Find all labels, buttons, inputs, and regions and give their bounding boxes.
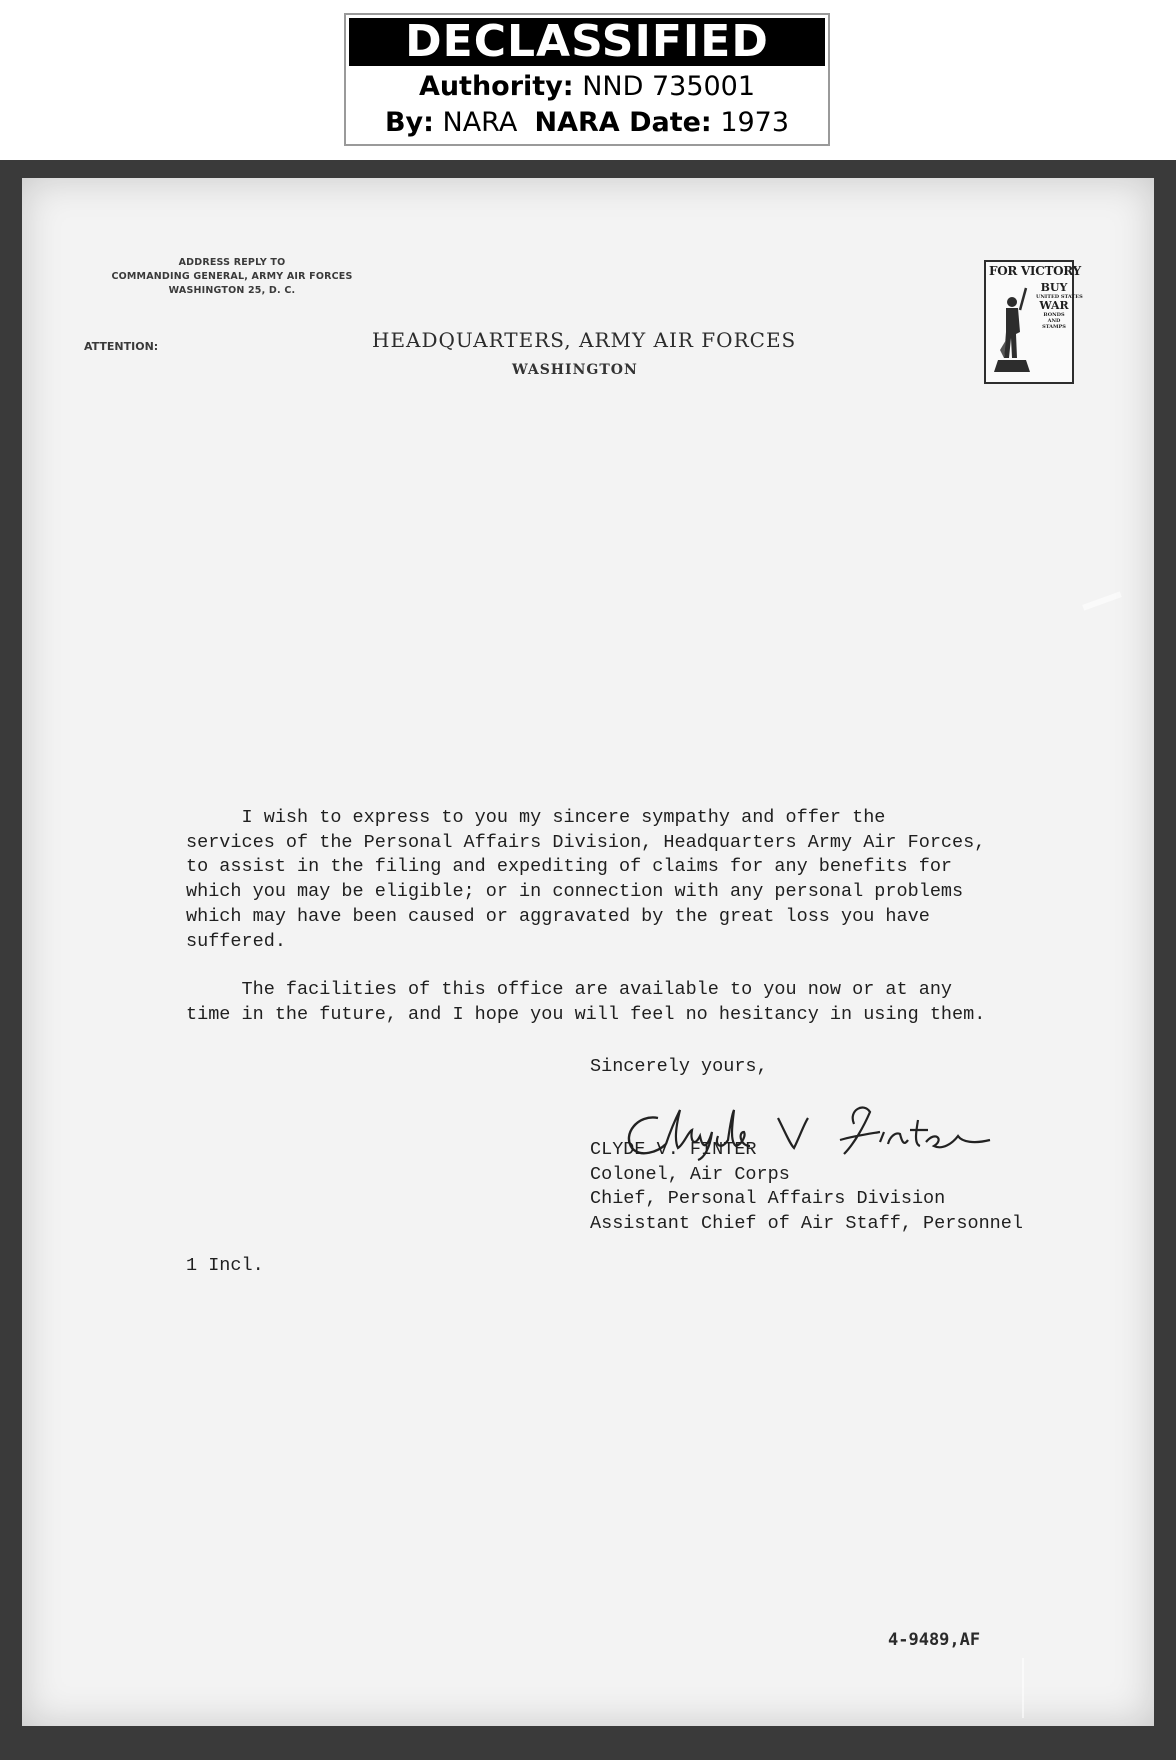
stamp-title: DECLASSIFIED [349,18,825,66]
closing: Sincerely yours, [590,1056,768,1077]
scan-artifact [1022,1658,1024,1718]
stamp-by-date [346,105,828,141]
stamp-authority [346,69,828,105]
text-line: time in the future, and I hope you will feel no hesitancy in using them. [186,1003,986,1025]
date-value: 1973 [720,107,790,138]
address-reply-line: COMMANDING GENERAL, ARMY AIR FORCES [111,271,353,282]
signer-title: Chief, Personal Affairs Division [590,1188,946,1210]
by-value: NARA [442,107,518,138]
attention-label: ATTENTION: [84,340,159,353]
address-reply-line: ADDRESS REPLY TO [178,257,286,268]
text-line: which you may be eligible; or in connection with any personal problems [186,881,964,903]
authority-label: Authority: [418,71,574,102]
letter-sheet [22,178,1154,1726]
signer-office: Assistant Chief of Air Staff, Personnel [590,1213,1023,1235]
signature-block [590,1138,1023,1237]
paragraph-facilities [186,978,985,1027]
war-bonds-stamps: STAMPS [1042,324,1066,330]
authority-value: NND 735001 [582,71,756,102]
date-label: NARA Date: [534,107,712,138]
signer-rank: Colonel, Air Corps [590,1163,790,1185]
address-reply-block [82,256,382,298]
declassified-stamp [344,13,830,146]
text-line: I wish to express to you my sincere sympathy and offer the [186,807,886,828]
enclosure-note: 1 Incl. [186,1255,264,1276]
text-line: which may have been caused or aggravated by the great loss you have [186,905,930,927]
war-bonds-text [1036,281,1083,330]
paragraph-sympathy [186,806,985,954]
text-line: suffered. [186,930,286,952]
text-line: to assist in the filing and expediting of claims for any benefits for [186,856,953,878]
minuteman-statue-icon [992,280,1034,380]
war-bonds-bonds: BONDS [1043,312,1065,318]
address-reply-line: WASHINGTON 25, D. C. [168,285,296,296]
war-bonds-top-text: FOR VICTORY [989,264,1081,278]
war-bonds-and: AND [1047,318,1061,324]
text-line: services of the Personal Affairs Division, Headquarters Army Air Forces, [186,831,986,853]
signer-name: CLYDE V. FINTER [590,1139,757,1160]
scan-artifact [1082,591,1122,610]
war-bonds-buy: BUY [1040,281,1068,294]
by-label: By: [384,107,434,138]
letterhead-city: WASHINGTON [512,362,638,378]
war-bonds-emblem [984,260,1083,384]
file-number: 4-9489,AF [888,1630,981,1650]
war-bonds-war: WAR [1039,299,1069,312]
war-bonds-united-states: UNITED STATES [1036,294,1083,300]
text-line: The facilities of this office are available to you now or at any [186,979,953,1000]
letterhead-title: HEADQUARTERS, ARMY AIR FORCES [372,328,797,352]
